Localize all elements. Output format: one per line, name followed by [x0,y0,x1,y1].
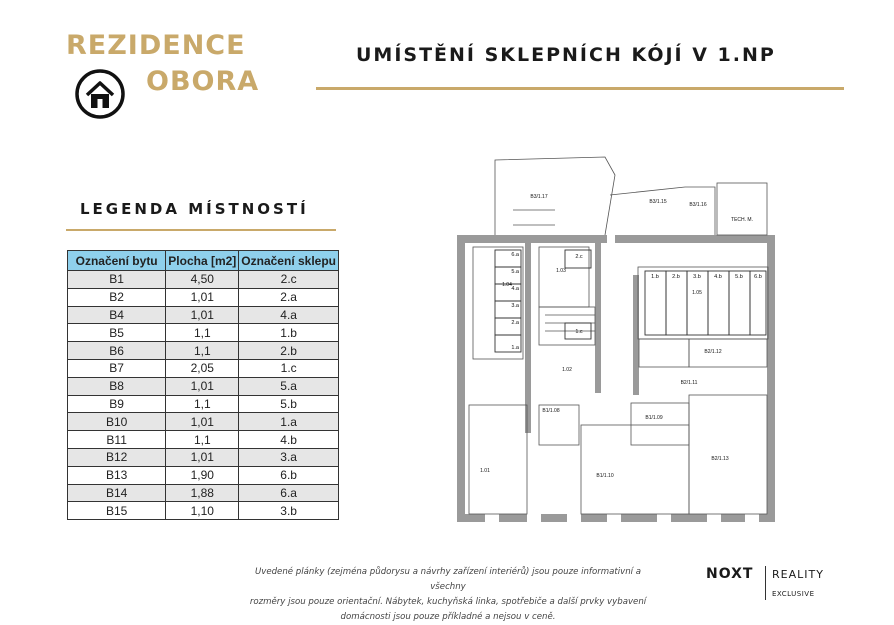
cell-label: 4.a [511,286,519,292]
cell-cellar: 1.a [239,413,339,431]
cell-apartment: B15 [68,502,166,520]
brand-subtitle: REALITY [772,568,824,581]
cell-area: 1,1 [166,431,239,449]
cell-apartment: B4 [68,306,166,324]
brand-tagline: EXCLUSIVE [772,590,815,598]
room-label-102: 1.02 [562,367,572,373]
cell-label: 2.c [575,254,583,260]
cell-apartment: B13 [68,466,166,484]
cell-apartment: B8 [68,377,166,395]
cell-cellar: 2.b [239,342,339,360]
floor-plan [455,155,785,525]
table-row [68,448,339,466]
legend-divider [66,229,336,231]
cell-area: 1,01 [166,288,239,306]
room-label-tech: TECH. M. [731,217,753,223]
room-label-105: 1.05 [692,290,702,296]
legend-header-row [68,251,339,271]
disclaimer-note [236,565,660,625]
table-row [68,359,339,377]
cell-area: 1,88 [166,484,239,502]
cell-label: 4.b [714,274,722,280]
cell-apartment: B12 [68,448,166,466]
cell-area: 1,01 [166,413,239,431]
cell-label: 1.a [511,345,519,351]
legend-table [67,250,339,520]
cell-cellar: 4.b [239,431,339,449]
room-label-111: B2/1.11 [680,380,698,386]
exterior-walls [457,235,775,522]
cell-area: 4,50 [166,271,239,289]
room-label-116: B3/1.16 [689,202,707,208]
cell-area: 1,01 [166,377,239,395]
storage-cells [495,250,766,352]
cell-area: 1,1 [166,342,239,360]
cell-label: 2.b [672,274,680,280]
cell-area: 1,90 [166,466,239,484]
cell-apartment: B2 [68,288,166,306]
disclaimer-line: Uvedené plánky (zejména půdorysu a návrhy zařízení interiérů) jsou pouze informativní a všechny [254,567,642,592]
cell-cellar: 6.b [239,466,339,484]
cell-area: 1,1 [166,324,239,342]
cell-apartment: B7 [68,359,166,377]
title-divider [316,87,844,90]
cell-label: 6.a [511,252,519,258]
cell-cellar: 4.a [239,306,339,324]
logo-text-line1: REZIDENCE [66,30,246,61]
room-label-113: B2/1.13 [711,456,729,462]
column-header-apartment: Označení bytu [68,251,166,271]
cell-area: 1,1 [166,395,239,413]
room-label-101: 1.01 [480,468,490,474]
room-label-108: B1/1.08 [542,408,560,414]
table-row [68,395,339,413]
cell-cellar: 1.c [239,359,339,377]
cell-cellar: 2.a [239,288,339,306]
disclaimer-line: domácnosti jsou pouze příkladné a nejsou v ceně. [340,612,556,622]
table-row [68,377,339,395]
table-row [68,484,339,502]
cell-apartment: B5 [68,324,166,342]
legend-title: LEGENDA MÍSTNOSTÍ [80,200,309,218]
table-row [68,413,339,431]
room-label-112: B2/1.12 [704,349,722,355]
cell-label: 5.a [511,269,519,275]
room-label-104: 1.04 [502,282,512,288]
cell-apartment: B10 [68,413,166,431]
cell-cellar: 3.b [239,502,339,520]
cell-cellar: 5.a [239,377,339,395]
house-icon [74,68,126,120]
cell-labels-right [651,274,762,280]
room-label-115: B3/1.15 [649,199,667,205]
cell-cellar: 3.a [239,448,339,466]
cell-apartment: B9 [68,395,166,413]
table-row [68,502,339,520]
column-header-area: Plocha [m2] [166,251,239,271]
table-row [68,306,339,324]
cell-label: 1.c [575,329,583,335]
cell-cellar: 2.c [239,271,339,289]
cell-label: 2.a [511,320,519,326]
cell-apartment: B6 [68,342,166,360]
table-row [68,431,339,449]
table-row [68,342,339,360]
room-label-110: B1/1.10 [596,473,614,479]
column-header-cellar: Označení sklepu [239,251,339,271]
cell-label: 5.b [735,274,743,280]
room-label-109: B1/1.09 [645,415,663,421]
cell-area: 2,05 [166,359,239,377]
cell-area: 1,10 [166,502,239,520]
cell-area: 1,01 [166,448,239,466]
logo-text-line2: OBORA [146,66,260,97]
disclaimer-line: rozměry jsou pouze orientační. Nábytek, kuchyňská linka, spotřebiče a další prvky vybavení [249,597,647,607]
cell-label: 3.a [511,303,519,309]
cell-cellar: 1.b [239,324,339,342]
table-row [68,466,339,484]
cell-label: 1.b [651,274,659,280]
cell-cellar: 5.b [239,395,339,413]
room-label-117: B3/1.17 [530,194,548,200]
brand-logo: NOXT [706,566,754,582]
page-title: UMÍSTĚNÍ SKLEPNÍCH KÓJÍ V 1.NP [356,44,776,66]
cell-area: 1,01 [166,306,239,324]
cell-label: 6.b [754,274,762,280]
cell-cellar: 6.a [239,484,339,502]
cell-apartment: B14 [68,484,166,502]
room-label-103: 1.03 [556,268,566,274]
table-row [68,288,339,306]
cell-label: 3.b [693,274,701,280]
cell-apartment: B1 [68,271,166,289]
brand-separator [765,566,766,600]
cell-apartment: B11 [68,431,166,449]
table-row [68,324,339,342]
table-row [68,271,339,289]
